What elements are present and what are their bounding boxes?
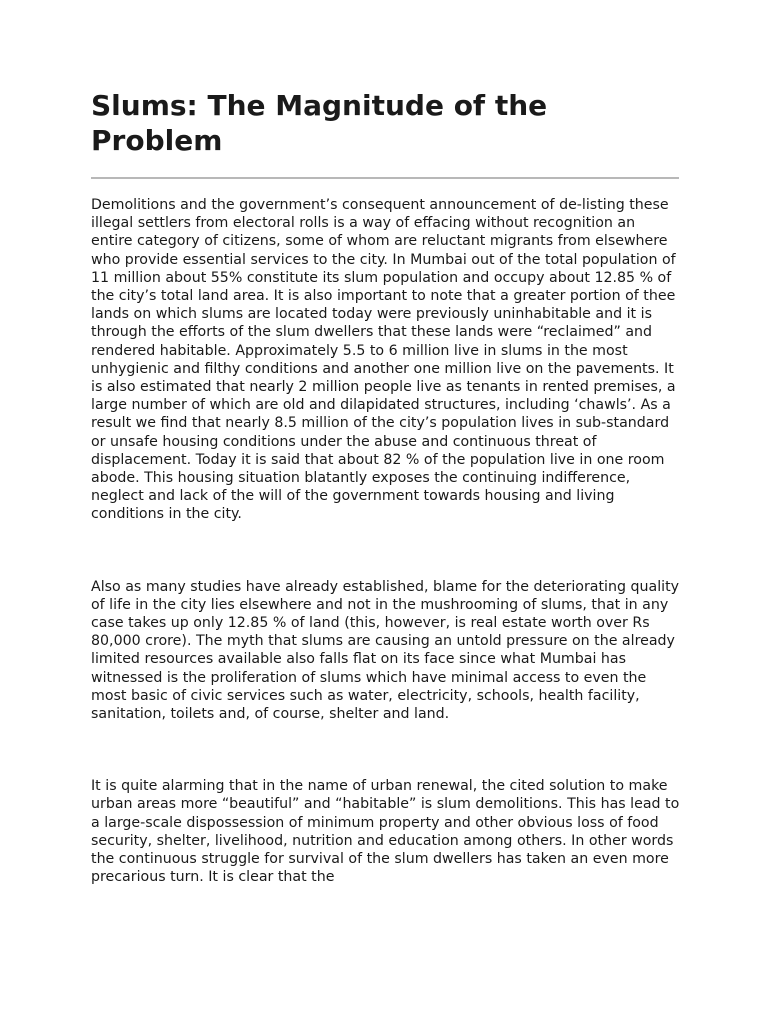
document-title: Slums: The Magnitude of the Problem — [91, 89, 548, 157]
paragraph-1: Demolitions and the government’s consequent announcement of de-listing these illegal settlers from electoral rolls is a way of effacing without recognition an entire category of citizens, some of whom are reluctant migrants from elsewhere who provide essential services to the city. In Mumbai out of the total population of 11 million about 55% constitute its slum population and occupy about 12.85 % of the city’s total land area. It is also important to note that a greater portion of thee lands on which slums are located today were previously uninhabitable and it is through the efforts of the slum dwellers that these lands were “reclaimed” and rendered habitable. Approximately 5.5 to 6 million live in slums in the most unhygienic and filthy conditions and another one million live on the pavements. It is also estimated that nearly 2 million people live as tenants in rented premises, a large number of which are old and dilapidated structures, including ‘chawls’. As a result we find that nearly 8.5 million of the city’s population lives in sub-standard or unsafe housing conditions under the abuse and continuous threat of displacement. Today it is said that about 82 % of the population live in one room abode. This housing situation blatantly exposes the continuing indifference, neglect and lack of the will of the government towards housing and living conditions in the city. — [91, 197, 676, 523]
paragraph-3: It is quite alarming that in the name of urban renewal, the cited solution to make urban areas more “beautiful” and “habitable” is slum demolitions. This has lead to a large-scale dispossession of minimum property and other obvious loss of food security, shelter, livelihood, nutrition and education among others. In other words the continuous struggle for survival of the slum dwellers has taken an even more precarious turn. It is clear that the — [91, 778, 680, 886]
document-page — [91, 88, 681, 887]
title-divider — [91, 177, 679, 179]
paragraph-2: Also as many studies have already established, blame for the deteriorating quality of life in the city lies elsewhere and not in the mushrooming of slums, that in any case takes up only 12.85 % of land (this, however, is real estate worth over Rs 80,000 crore). The myth that slums are causing an untold pressure on the already limited resources available also falls flat on its face since what Mumbai has witnessed is the proliferation of slums which have minimal access to even the most basic of civic services such as water, electricity, schools, health facility, sanitation, toilets and, of course, shelter and land. — [91, 578, 680, 723]
